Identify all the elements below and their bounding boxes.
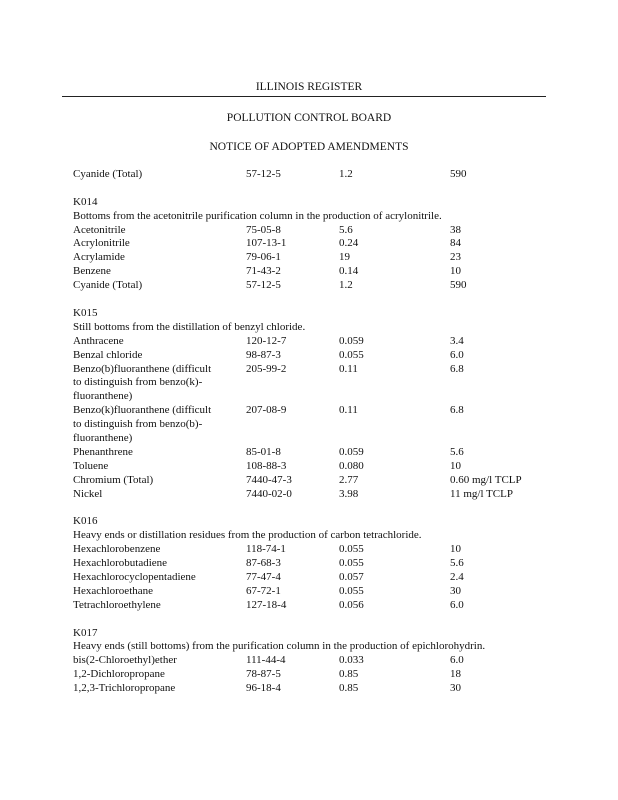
nonwastewater-standard: 30 xyxy=(450,682,461,695)
constituent-name: 1,2-Dichloropropane xyxy=(73,668,165,681)
constituent-name: Cyanide (Total) xyxy=(73,168,143,180)
cas-number: 57-12-5 xyxy=(246,168,281,180)
wastewater-standard: 0.24 xyxy=(339,237,359,250)
constituent-name-line: fluoranthene) xyxy=(73,432,133,445)
cas-number: 67-72-1 xyxy=(246,584,281,597)
wastewater-standard: 0.059 xyxy=(339,334,364,347)
constituent-name: 1,2,3-Trichloropropane xyxy=(73,682,176,695)
nonwastewater-standard: 6.0 xyxy=(450,654,464,667)
constituent-name: Chromium (Total) xyxy=(73,473,154,486)
table-row xyxy=(73,460,573,474)
constituent-name-line: to distinguish from benzo(b)- xyxy=(73,418,203,431)
constituent-name: Acetonitrile xyxy=(73,223,126,236)
table-row xyxy=(73,557,573,571)
wastewater-standard: 0.85 xyxy=(339,668,359,681)
nonwastewater-standard: 10 xyxy=(450,265,461,278)
cas-number: 78-87-5 xyxy=(246,668,281,681)
nonwastewater-standard: 10 xyxy=(450,459,461,472)
nonwastewater-standard: 30 xyxy=(450,584,461,597)
constituent-name: Hexachlorocyclopentadiene xyxy=(73,570,196,583)
cas-number: 108-88-3 xyxy=(246,459,287,472)
wastewater-standard: 0.14 xyxy=(339,265,359,278)
table-row xyxy=(73,682,573,696)
wastewater-standard: 0.11 xyxy=(339,404,358,417)
wastewater-standard: 0.057 xyxy=(339,570,364,583)
nonwastewater-standard: 590 xyxy=(450,168,467,180)
waste-description-k014: Bottoms from the acetonitrile purification column in the production of acrylonitrile. xyxy=(73,209,442,222)
wastewater-standard: 0.055 xyxy=(339,584,364,597)
table-row xyxy=(73,571,573,585)
wastewater-standard: 3.98 xyxy=(339,487,359,500)
header-rule xyxy=(124,96,546,97)
nonwastewater-standard: 590 xyxy=(450,279,467,292)
table-row xyxy=(73,488,573,502)
nonwastewater-standard: 6.8 xyxy=(450,362,464,375)
table-row xyxy=(73,474,573,488)
wastewater-standard: 1.2 xyxy=(339,168,353,180)
header-rule-left xyxy=(62,96,124,97)
cas-number: 207-08-9 xyxy=(246,404,287,417)
constituent-name: Benzene xyxy=(73,265,111,278)
wastewater-standard: 0.059 xyxy=(339,445,364,458)
table-row xyxy=(73,668,573,682)
table-row xyxy=(73,363,573,405)
cas-number: 87-68-3 xyxy=(246,557,281,570)
constituent-name: Hexachlorobutadiene xyxy=(73,557,168,570)
nonwastewater-standard: 6.8 xyxy=(450,404,464,417)
constituent-name-line: Benzo(b)fluoranthene (difficult xyxy=(73,362,212,375)
wastewater-standard: 0.033 xyxy=(339,654,364,667)
constituent-name-line: fluoranthene) xyxy=(73,390,133,403)
constituent-name: Acrylonitrile xyxy=(73,237,130,250)
constituent-name: Nickel xyxy=(73,487,103,500)
cas-number: 120-12-7 xyxy=(246,334,287,347)
table-row xyxy=(73,543,573,557)
nonwastewater-standard: 6.0 xyxy=(450,598,464,611)
nonwastewater-standard: 84 xyxy=(450,237,461,250)
table-row xyxy=(73,251,573,265)
wastewater-standard: 2.77 xyxy=(339,473,359,486)
table-row xyxy=(73,585,573,599)
waste-code-k015: K015 xyxy=(73,306,98,319)
board-title: POLLUTION CONTROL BOARD xyxy=(226,112,392,124)
cas-number: 85-01-8 xyxy=(246,445,281,458)
table-row xyxy=(73,654,573,668)
cas-number: 79-06-1 xyxy=(246,251,281,264)
constituent-name: Acrylamide xyxy=(73,251,125,264)
wastewater-standard: 0.055 xyxy=(339,557,364,570)
waste-code-k016: K016 xyxy=(73,515,98,528)
table-row xyxy=(73,446,573,460)
wastewater-standard: 1.2 xyxy=(339,279,353,292)
nonwastewater-standard: 5.6 xyxy=(450,557,464,570)
cas-number: 71-43-2 xyxy=(246,265,281,278)
constituent-name: Tetrachloroethylene xyxy=(73,598,161,611)
constituent-name xyxy=(73,363,245,405)
constituent-name: bis(2-Chloroethyl)ether xyxy=(73,654,177,667)
cas-number: 75-05-8 xyxy=(246,223,281,236)
cas-number: 127-18-4 xyxy=(246,598,287,611)
table-row xyxy=(73,224,573,238)
constituent-name: Hexachloroethane xyxy=(73,584,154,597)
nonwastewater-standard: 3.4 xyxy=(450,334,464,347)
wastewater-standard: 0.055 xyxy=(339,543,364,556)
wastewater-standard: 0.056 xyxy=(339,598,364,611)
table-row xyxy=(73,237,573,251)
cas-number: 205-99-2 xyxy=(246,362,287,375)
wastewater-standard: 19 xyxy=(339,251,350,264)
wastewater-standard: 0.11 xyxy=(339,362,358,375)
nonwastewater-standard: 6.0 xyxy=(450,348,464,361)
nonwastewater-standard: 18 xyxy=(450,668,461,681)
table-row xyxy=(73,168,573,182)
waste-description-k016: Heavy ends or distillation residues from the production of carbon tetrachloride. xyxy=(73,529,422,542)
waste-code-k017: K017 xyxy=(73,626,98,639)
table-row xyxy=(73,279,573,293)
nonwastewater-standard: 2.4 xyxy=(450,570,464,583)
wastewater-standard: 0.85 xyxy=(339,682,359,695)
table-row xyxy=(73,349,573,363)
constituent-name: Toluene xyxy=(73,459,109,472)
table-row xyxy=(73,335,573,349)
nonwastewater-standard: 11 mg/l TCLP xyxy=(450,487,513,500)
constituent-name: Benzal chloride xyxy=(73,348,143,361)
cas-number: 77-47-4 xyxy=(246,570,281,583)
nonwastewater-standard: 10 xyxy=(450,543,461,556)
waste-description-k015: Still bottoms from the distillation of benzyl chloride. xyxy=(73,320,306,333)
nonwastewater-standard: 23 xyxy=(450,251,461,264)
nonwastewater-standard: 38 xyxy=(450,223,461,236)
wastewater-standard: 0.055 xyxy=(339,348,364,361)
constituent-name xyxy=(73,404,245,446)
waste-table xyxy=(73,168,573,696)
constituent-name-line: to distinguish from benzo(k)- xyxy=(73,376,203,389)
table-row xyxy=(73,265,573,279)
register-title: ILLINOIS REGISTER xyxy=(255,81,363,93)
nonwastewater-standard: 5.6 xyxy=(450,445,464,458)
table-row xyxy=(73,599,573,613)
cas-number: 107-13-1 xyxy=(246,237,287,250)
constituent-name: Anthracene xyxy=(73,334,124,347)
constituent-name: Hexachlorobenzene xyxy=(73,543,161,556)
cas-number: 57-12-5 xyxy=(246,279,281,292)
wastewater-standard: 5.6 xyxy=(339,223,353,236)
constituent-name-line: Benzo(k)fluoranthene (difficult xyxy=(73,404,212,417)
waste-code-k014: K014 xyxy=(73,195,98,208)
cas-number: 7440-47-3 xyxy=(246,473,292,486)
nonwastewater-standard: 0.60 mg/l TCLP xyxy=(450,473,522,486)
wastewater-standard: 0.080 xyxy=(339,459,364,472)
table-row xyxy=(73,404,573,446)
cas-number: 111-44-4 xyxy=(246,654,286,667)
constituent-name: Cyanide (Total) xyxy=(73,279,143,292)
constituent-name: Phenanthrene xyxy=(73,445,133,458)
cas-number: 118-74-1 xyxy=(246,543,286,556)
cas-number: 96-18-4 xyxy=(246,682,281,695)
notice-title: NOTICE OF ADOPTED AMENDMENTS xyxy=(209,141,409,153)
cas-number: 98-87-3 xyxy=(246,348,281,361)
waste-description-k017: Heavy ends (still bottoms) from the purification column in the production of epichlorohydrin. xyxy=(73,640,486,653)
cas-number: 7440-02-0 xyxy=(246,487,292,500)
